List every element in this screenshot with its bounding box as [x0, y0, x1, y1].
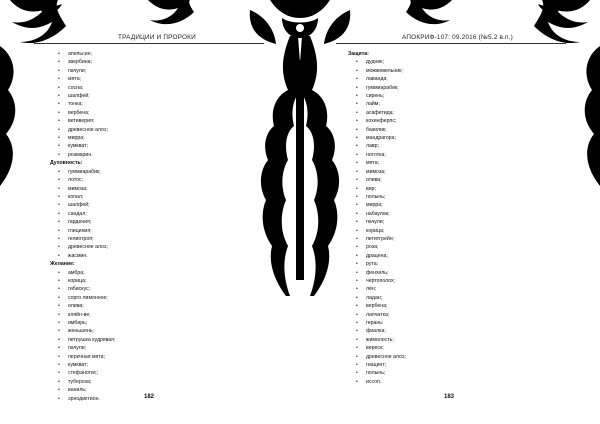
list-item: • полынь;	[348, 193, 406, 201]
list-item: • роза;	[348, 243, 406, 251]
list-item: • нототка;	[348, 151, 406, 159]
right-header-rule	[336, 43, 566, 44]
list-item: • фиалка;	[348, 327, 406, 335]
list-item: • тонка;	[50, 100, 115, 108]
right-page	[300, 0, 600, 424]
list-item: • базилик;	[348, 126, 406, 134]
list-item: • имбирь;	[50, 319, 115, 327]
list-item: • розмарин.	[50, 151, 115, 159]
list-item: • древесное алоэ;	[348, 353, 406, 361]
left-content	[50, 50, 115, 403]
left-page-number: 182	[144, 394, 155, 400]
list-item: • петрушка кудрявая;	[50, 336, 115, 344]
list-item: • олива;	[50, 302, 115, 310]
list-item: • женьшень;	[50, 327, 115, 335]
list-item: • сандал;	[50, 210, 115, 218]
list-item: • апельсин;	[50, 50, 115, 58]
list-item: • можжевельник;	[348, 67, 406, 75]
list-item: • сирень;	[348, 92, 406, 100]
list-item: • рута;	[348, 260, 406, 268]
list-item: • сосна;	[50, 84, 115, 92]
list-item: • вербена;	[50, 109, 115, 117]
list-item: • амбра;	[50, 269, 115, 277]
list-item: • гиацинт;	[348, 361, 406, 369]
right-content	[348, 50, 406, 386]
list-item: • мимоза;	[348, 168, 406, 176]
list-item: • набаулак;	[348, 210, 406, 218]
list-item: • дудник;	[348, 58, 406, 66]
list-item: • петитгрейн;	[348, 235, 406, 243]
list-item: • копал;	[50, 193, 115, 201]
section-heading-protection: Защита:	[348, 51, 369, 57]
list-item: • ладан;	[348, 294, 406, 302]
list-item: • шалфей;	[50, 201, 115, 209]
left-intro-list	[50, 50, 115, 159]
left-running-header: ТРАДИЦИИ И ПРОРОКИ	[118, 34, 196, 41]
protection-list	[348, 58, 406, 386]
list-item: • чертополох;	[348, 277, 406, 285]
list-item: • звербина;	[50, 58, 115, 66]
list-item: • олива;	[348, 176, 406, 184]
list-item: • полынь;	[348, 369, 406, 377]
list-item: • герань;	[348, 319, 406, 327]
list-item: • кохинферпс;	[348, 117, 406, 125]
list-item: • корица;	[348, 227, 406, 235]
desire-list	[50, 269, 115, 404]
list-item: • мирра;	[348, 201, 406, 209]
list-item: • лаванда;	[348, 75, 406, 83]
list-item: • гардения;	[50, 218, 115, 226]
list-item: • пачули;	[348, 218, 406, 226]
list-item: • сорго лимонное;	[50, 294, 115, 302]
list-item: • ветиверия;	[50, 117, 115, 125]
section-heading-spirituality: Духовность:	[50, 160, 83, 167]
section-heading-desire: Желание:	[50, 261, 75, 268]
list-item: • лайм;	[348, 100, 406, 108]
list-item: • лён;	[348, 285, 406, 293]
list-item: • древесное алоэ;	[50, 243, 115, 251]
list-item: • вереск;	[348, 344, 406, 352]
list-item: • кляйн-ве;	[50, 311, 115, 319]
list-item: • мята;	[348, 159, 406, 167]
list-item: • мирра;	[50, 134, 115, 142]
list-item: • мандрагора;	[348, 134, 406, 142]
list-item: • лавр;	[348, 142, 406, 150]
list-item: • гелиотроп;	[50, 235, 115, 243]
list-item: • кумкват;	[50, 361, 115, 369]
list-item: • перечная мята;	[50, 353, 115, 361]
list-item: • асафетида;	[348, 109, 406, 117]
list-item: • лотос;	[50, 176, 115, 184]
list-item: • стефанотис;	[50, 369, 115, 377]
list-item: • тубероза;	[50, 378, 115, 386]
list-item: • фенхель;	[348, 269, 406, 277]
list-item: • драцена;	[348, 252, 406, 260]
left-header-rule	[34, 43, 264, 44]
list-item: • вербена;	[348, 302, 406, 310]
list-item: • гибискус;	[50, 285, 115, 293]
list-item: • глициния;	[50, 227, 115, 235]
list-item: • пачули;	[50, 67, 115, 75]
list-item: • древесное алоэ;	[50, 126, 115, 134]
right-running-header: АПОКРИФ-107: 09.2016 (№5.2 в.п.)	[402, 34, 513, 41]
spirituality-list	[50, 168, 115, 260]
list-item: • мимоза;	[50, 185, 115, 193]
list-item: • жимолость;	[348, 336, 406, 344]
list-item: • ваниль;	[50, 386, 115, 394]
list-item: • жасмин.	[50, 252, 115, 260]
list-item: • вир;	[348, 185, 406, 193]
list-item: • шалфей;	[50, 92, 115, 100]
right-page-number: 183	[444, 394, 455, 400]
list-item: • гуммиарабик;	[50, 168, 115, 176]
list-item: • лапчатка;	[348, 311, 406, 319]
list-item: • эрнодиктион.	[50, 395, 115, 403]
list-item: • корица;	[50, 277, 115, 285]
list-item: • мята;	[50, 75, 115, 83]
list-item: • кумкват;	[50, 142, 115, 150]
list-item: • пачули;	[50, 344, 115, 352]
list-item: • иссоп.	[348, 378, 406, 386]
list-item: • гуммиарабик;	[348, 84, 406, 92]
